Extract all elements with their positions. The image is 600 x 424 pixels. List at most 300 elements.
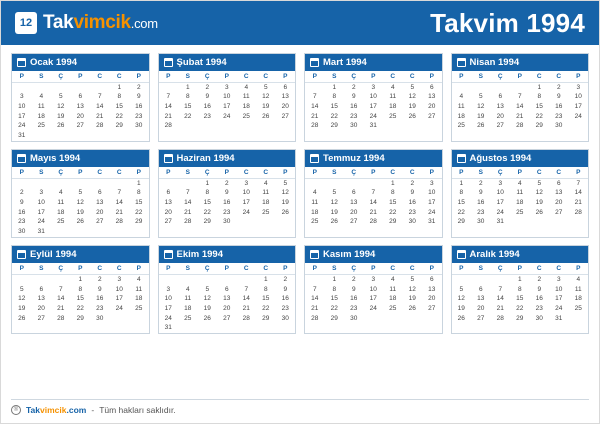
- weekend-day-cell[interactable]: 14: [569, 189, 589, 199]
- weekend-day-cell[interactable]: 19: [403, 102, 423, 112]
- weekend-day-cell[interactable]: 5: [256, 83, 276, 93]
- weekend-day-cell[interactable]: 11: [569, 285, 589, 295]
- day-cell[interactable]: 1: [325, 83, 345, 93]
- weekend-day-cell[interactable]: 8: [129, 189, 149, 199]
- weekend-day-cell[interactable]: 5: [403, 83, 423, 93]
- weekend-day-cell[interactable]: 26: [403, 304, 423, 314]
- weekend-day-cell[interactable]: 11: [256, 189, 276, 199]
- day-cell[interactable]: 14: [51, 295, 71, 305]
- day-cell[interactable]: 10: [364, 93, 384, 103]
- day-cell[interactable]: 18: [452, 112, 472, 122]
- day-cell[interactable]: 16: [344, 102, 364, 112]
- day-cell[interactable]: 21: [364, 208, 384, 218]
- weekend-day-cell[interactable]: 22: [256, 304, 276, 314]
- day-cell[interactable]: 8: [325, 285, 345, 295]
- day-cell[interactable]: 9: [198, 93, 218, 103]
- day-cell[interactable]: 14: [90, 102, 110, 112]
- weekend-day-cell[interactable]: 12: [256, 93, 276, 103]
- day-cell[interactable]: 12: [71, 199, 91, 209]
- weekend-day-cell[interactable]: 27: [549, 208, 569, 218]
- day-cell[interactable]: 13: [71, 102, 91, 112]
- day-cell[interactable]: 17: [32, 208, 52, 218]
- day-cell[interactable]: 20: [32, 304, 52, 314]
- day-cell[interactable]: 23: [344, 304, 364, 314]
- day-cell[interactable]: 17: [237, 199, 257, 209]
- day-cell[interactable]: 1: [198, 179, 218, 189]
- day-cell[interactable]: 24: [159, 314, 179, 324]
- weekend-day-cell[interactable]: 16: [129, 102, 149, 112]
- day-cell[interactable]: 1: [178, 83, 198, 93]
- day-cell[interactable]: 19: [12, 304, 32, 314]
- day-cell[interactable]: 3: [364, 275, 384, 285]
- day-cell[interactable]: 20: [159, 208, 179, 218]
- day-cell[interactable]: 4: [305, 189, 325, 199]
- day-cell[interactable]: 9: [12, 199, 32, 209]
- day-cell[interactable]: 28: [510, 122, 530, 132]
- day-cell[interactable]: 6: [471, 285, 491, 295]
- day-cell[interactable]: 7: [510, 93, 530, 103]
- day-cell[interactable]: 19: [198, 304, 218, 314]
- weekend-day-cell[interactable]: 28: [110, 218, 130, 228]
- day-cell[interactable]: 1: [383, 179, 403, 189]
- day-cell[interactable]: 22: [325, 112, 345, 122]
- day-cell[interactable]: 19: [530, 199, 550, 209]
- day-cell[interactable]: 8: [452, 189, 472, 199]
- weekend-day-cell[interactable]: 20: [549, 199, 569, 209]
- day-cell[interactable]: 25: [51, 218, 71, 228]
- day-cell[interactable]: 22: [178, 112, 198, 122]
- day-cell[interactable]: 29: [198, 218, 218, 228]
- day-cell[interactable]: 11: [178, 295, 198, 305]
- weekend-day-cell[interactable]: 29: [110, 122, 130, 132]
- holiday-day-cell[interactable]: 15: [383, 199, 403, 209]
- day-cell[interactable]: 17: [364, 295, 384, 305]
- day-cell[interactable]: 21: [51, 304, 71, 314]
- weekend-day-cell[interactable]: 28: [569, 208, 589, 218]
- weekend-day-cell[interactable]: 15: [256, 295, 276, 305]
- day-cell[interactable]: 21: [178, 208, 198, 218]
- weekend-day-cell[interactable]: 27: [422, 112, 442, 122]
- day-cell[interactable]: 7: [491, 285, 511, 295]
- day-cell[interactable]: 30: [344, 122, 364, 132]
- weekend-day-cell[interactable]: 18: [569, 295, 589, 305]
- weekend-day-cell[interactable]: 17: [569, 102, 589, 112]
- weekend-day-cell[interactable]: 6: [422, 83, 442, 93]
- day-cell[interactable]: 12: [51, 102, 71, 112]
- weekend-day-cell[interactable]: 4: [256, 179, 276, 189]
- day-cell[interactable]: 30: [344, 314, 364, 324]
- day-cell[interactable]: 29: [530, 122, 550, 132]
- day-cell[interactable]: 3: [237, 179, 257, 189]
- day-cell[interactable]: 15: [325, 295, 345, 305]
- day-cell[interactable]: 6: [71, 93, 91, 103]
- day-cell[interactable]: 28: [90, 122, 110, 132]
- day-cell[interactable]: 25: [383, 112, 403, 122]
- weekend-day-cell[interactable]: 11: [129, 285, 149, 295]
- day-cell[interactable]: 16: [344, 295, 364, 305]
- day-cell[interactable]: 28: [305, 122, 325, 132]
- weekend-day-cell[interactable]: 4: [129, 275, 149, 285]
- day-cell[interactable]: 2: [344, 275, 364, 285]
- day-cell[interactable]: 27: [159, 218, 179, 228]
- day-cell[interactable]: 24: [217, 112, 237, 122]
- day-cell[interactable]: 9: [344, 285, 364, 295]
- day-cell[interactable]: 14: [237, 295, 257, 305]
- day-cell[interactable]: 27: [217, 314, 237, 324]
- day-cell[interactable]: 27: [491, 122, 511, 132]
- day-cell[interactable]: 16: [12, 208, 32, 218]
- day-cell[interactable]: 25: [452, 122, 472, 132]
- day-cell[interactable]: 12: [325, 199, 345, 209]
- day-cell[interactable]: 28: [178, 218, 198, 228]
- day-cell[interactable]: 8: [71, 285, 91, 295]
- day-cell[interactable]: 11: [32, 102, 52, 112]
- weekend-day-cell[interactable]: 23: [129, 112, 149, 122]
- weekend-day-cell[interactable]: 22: [110, 112, 130, 122]
- day-cell[interactable]: 14: [510, 102, 530, 112]
- weekend-day-cell[interactable]: 21: [110, 208, 130, 218]
- day-cell[interactable]: 26: [12, 314, 32, 324]
- weekend-day-cell[interactable]: 25: [129, 304, 149, 314]
- weekend-day-cell[interactable]: 24: [569, 112, 589, 122]
- weekend-day-cell[interactable]: 18: [256, 199, 276, 209]
- weekend-day-cell[interactable]: 3: [549, 275, 569, 285]
- day-cell[interactable]: 9: [217, 189, 237, 199]
- day-cell[interactable]: 24: [491, 208, 511, 218]
- weekend-day-cell[interactable]: 17: [549, 295, 569, 305]
- day-cell[interactable]: 7: [305, 285, 325, 295]
- day-cell[interactable]: 24: [32, 218, 52, 228]
- day-cell[interactable]: 11: [452, 102, 472, 112]
- holiday-day-cell[interactable]: 29: [256, 314, 276, 324]
- weekend-day-cell[interactable]: 12: [276, 189, 296, 199]
- weekend-day-cell[interactable]: 13: [549, 189, 569, 199]
- day-cell[interactable]: 23: [217, 208, 237, 218]
- day-cell[interactable]: 4: [32, 93, 52, 103]
- day-cell[interactable]: 31: [159, 324, 179, 334]
- weekend-day-cell[interactable]: 26: [276, 208, 296, 218]
- day-cell[interactable]: 25: [178, 314, 198, 324]
- day-cell[interactable]: 9: [530, 285, 550, 295]
- day-cell[interactable]: 25: [510, 208, 530, 218]
- day-cell[interactable]: 31: [491, 218, 511, 228]
- day-cell[interactable]: 12: [471, 102, 491, 112]
- day-cell[interactable]: 22: [325, 304, 345, 314]
- day-cell[interactable]: 19: [471, 112, 491, 122]
- weekend-day-cell[interactable]: 30: [549, 122, 569, 132]
- day-cell[interactable]: 30: [217, 218, 237, 228]
- weekend-day-cell[interactable]: 2: [129, 83, 149, 93]
- weekend-day-cell[interactable]: 25: [256, 208, 276, 218]
- holiday-day-cell[interactable]: 1: [129, 179, 149, 189]
- day-cell[interactable]: 21: [305, 304, 325, 314]
- weekend-day-cell[interactable]: 9: [403, 189, 423, 199]
- day-cell[interactable]: 12: [198, 295, 218, 305]
- day-cell[interactable]: 17: [364, 102, 384, 112]
- day-cell[interactable]: 14: [305, 295, 325, 305]
- weekend-day-cell[interactable]: 16: [549, 102, 569, 112]
- weekend-day-cell[interactable]: 10: [549, 285, 569, 295]
- day-cell[interactable]: 16: [198, 102, 218, 112]
- weekend-day-cell[interactable]: 15: [110, 102, 130, 112]
- holiday-day-cell[interactable]: 28: [237, 314, 257, 324]
- day-cell[interactable]: 18: [237, 102, 257, 112]
- day-cell[interactable]: 3: [217, 83, 237, 93]
- day-cell[interactable]: 1: [530, 83, 550, 93]
- day-cell[interactable]: 10: [364, 285, 384, 295]
- day-cell[interactable]: 15: [325, 102, 345, 112]
- weekend-day-cell[interactable]: 12: [403, 93, 423, 103]
- weekend-day-cell[interactable]: 19: [256, 102, 276, 112]
- day-cell[interactable]: 15: [510, 295, 530, 305]
- day-cell[interactable]: 25: [383, 304, 403, 314]
- day-cell[interactable]: 19: [452, 304, 472, 314]
- day-cell[interactable]: 2: [530, 275, 550, 285]
- weekend-day-cell[interactable]: 2: [403, 179, 423, 189]
- day-cell[interactable]: 1: [452, 179, 472, 189]
- weekend-day-cell[interactable]: 31: [549, 314, 569, 324]
- weekend-day-cell[interactable]: 13: [422, 285, 442, 295]
- weekend-day-cell[interactable]: 7: [569, 179, 589, 189]
- weekend-day-cell[interactable]: 14: [110, 199, 130, 209]
- weekend-day-cell[interactable]: 25: [569, 304, 589, 314]
- day-cell[interactable]: 2: [90, 275, 110, 285]
- day-cell[interactable]: 26: [325, 218, 345, 228]
- day-cell[interactable]: 20: [71, 112, 91, 122]
- day-cell[interactable]: 4: [178, 285, 198, 295]
- day-cell[interactable]: 13: [471, 295, 491, 305]
- day-cell[interactable]: 5: [51, 93, 71, 103]
- day-cell[interactable]: 23: [198, 112, 218, 122]
- day-cell[interactable]: 30: [90, 314, 110, 324]
- weekend-day-cell[interactable]: 24: [422, 208, 442, 218]
- day-cell[interactable]: 16: [471, 199, 491, 209]
- day-cell[interactable]: 28: [159, 122, 179, 132]
- day-cell[interactable]: 29: [71, 314, 91, 324]
- day-cell[interactable]: 20: [90, 208, 110, 218]
- day-cell[interactable]: 29: [325, 122, 345, 132]
- day-cell[interactable]: 18: [32, 112, 52, 122]
- holiday-day-cell[interactable]: 19: [71, 208, 91, 218]
- day-cell[interactable]: 6: [90, 189, 110, 199]
- weekend-day-cell[interactable]: 24: [110, 304, 130, 314]
- day-cell[interactable]: 5: [471, 93, 491, 103]
- day-cell[interactable]: 5: [452, 285, 472, 295]
- weekend-day-cell[interactable]: 20: [422, 295, 442, 305]
- day-cell[interactable]: 12: [452, 295, 472, 305]
- day-cell[interactable]: 10: [237, 189, 257, 199]
- day-cell[interactable]: 4: [452, 93, 472, 103]
- day-cell[interactable]: 13: [90, 199, 110, 209]
- weekend-day-cell[interactable]: 31: [422, 218, 442, 228]
- day-cell[interactable]: 18: [178, 304, 198, 314]
- weekend-day-cell[interactable]: 13: [276, 93, 296, 103]
- weekend-day-cell[interactable]: 17: [422, 199, 442, 209]
- weekend-day-cell[interactable]: 8: [110, 93, 130, 103]
- day-cell[interactable]: 13: [159, 199, 179, 209]
- weekend-day-cell[interactable]: 16: [403, 199, 423, 209]
- weekend-day-cell[interactable]: 10: [110, 285, 130, 295]
- day-cell[interactable]: 6: [217, 285, 237, 295]
- day-cell[interactable]: 3: [491, 179, 511, 189]
- weekend-day-cell[interactable]: 2: [276, 275, 296, 285]
- weekend-day-cell[interactable]: 26: [256, 112, 276, 122]
- day-cell[interactable]: 20: [344, 208, 364, 218]
- day-cell[interactable]: 7: [51, 285, 71, 295]
- weekend-day-cell[interactable]: 16: [276, 295, 296, 305]
- day-cell[interactable]: 29: [452, 218, 472, 228]
- day-cell[interactable]: 11: [305, 199, 325, 209]
- weekend-day-cell[interactable]: 3: [422, 179, 442, 189]
- weekend-day-cell[interactable]: 9: [276, 285, 296, 295]
- day-cell[interactable]: 22: [530, 112, 550, 122]
- weekend-day-cell[interactable]: 29: [129, 218, 149, 228]
- weekend-day-cell[interactable]: 20: [422, 102, 442, 112]
- day-cell[interactable]: 20: [217, 304, 237, 314]
- day-cell[interactable]: 23: [530, 304, 550, 314]
- weekend-day-cell[interactable]: 30: [129, 122, 149, 132]
- day-cell[interactable]: 17: [491, 199, 511, 209]
- weekend-day-cell[interactable]: 20: [276, 102, 296, 112]
- day-cell[interactable]: 4: [383, 275, 403, 285]
- weekend-day-cell[interactable]: 18: [129, 295, 149, 305]
- day-cell[interactable]: 3: [159, 285, 179, 295]
- day-cell[interactable]: 17: [217, 102, 237, 112]
- day-cell[interactable]: 14: [178, 199, 198, 209]
- weekend-day-cell[interactable]: 6: [549, 179, 569, 189]
- day-cell[interactable]: 19: [51, 112, 71, 122]
- day-cell[interactable]: 14: [491, 295, 511, 305]
- day-cell[interactable]: 27: [344, 218, 364, 228]
- weekend-day-cell[interactable]: 10: [422, 189, 442, 199]
- day-cell[interactable]: 14: [305, 102, 325, 112]
- day-cell[interactable]: 2: [344, 83, 364, 93]
- holiday-day-cell[interactable]: 23: [549, 112, 569, 122]
- day-cell[interactable]: 10: [32, 199, 52, 209]
- day-cell[interactable]: 10: [12, 102, 32, 112]
- day-cell[interactable]: 28: [364, 218, 384, 228]
- day-cell[interactable]: 22: [198, 208, 218, 218]
- day-cell[interactable]: 26: [452, 314, 472, 324]
- day-cell[interactable]: 26: [471, 122, 491, 132]
- day-cell[interactable]: 2: [12, 189, 32, 199]
- day-cell[interactable]: 11: [510, 189, 530, 199]
- day-cell[interactable]: 3: [364, 83, 384, 93]
- day-cell[interactable]: 13: [32, 295, 52, 305]
- day-cell[interactable]: 8: [325, 93, 345, 103]
- day-cell[interactable]: 21: [159, 112, 179, 122]
- day-cell[interactable]: 12: [530, 189, 550, 199]
- weekend-day-cell[interactable]: 30: [403, 218, 423, 228]
- day-cell[interactable]: 2: [217, 179, 237, 189]
- day-cell[interactable]: 23: [344, 112, 364, 122]
- weekend-day-cell[interactable]: 30: [276, 314, 296, 324]
- day-cell[interactable]: 25: [305, 218, 325, 228]
- day-cell[interactable]: 3: [32, 189, 52, 199]
- day-cell[interactable]: 11: [383, 93, 403, 103]
- weekend-day-cell[interactable]: 10: [569, 93, 589, 103]
- day-cell[interactable]: 26: [530, 208, 550, 218]
- day-cell[interactable]: 7: [178, 189, 198, 199]
- day-cell[interactable]: 19: [325, 208, 345, 218]
- day-cell[interactable]: 21: [305, 112, 325, 122]
- day-cell[interactable]: 8: [383, 189, 403, 199]
- day-cell[interactable]: 22: [383, 208, 403, 218]
- day-cell[interactable]: 4: [237, 83, 257, 93]
- day-cell[interactable]: 16: [90, 295, 110, 305]
- day-cell[interactable]: 31: [364, 122, 384, 132]
- day-cell[interactable]: 29: [510, 314, 530, 324]
- day-cell[interactable]: 5: [325, 189, 345, 199]
- day-cell[interactable]: 21: [237, 304, 257, 314]
- day-cell[interactable]: 12: [12, 295, 32, 305]
- weekend-day-cell[interactable]: 21: [569, 199, 589, 209]
- holiday-day-cell[interactable]: 30: [471, 218, 491, 228]
- day-cell[interactable]: 15: [452, 199, 472, 209]
- day-cell[interactable]: 23: [471, 208, 491, 218]
- day-cell[interactable]: 11: [51, 199, 71, 209]
- weekend-day-cell[interactable]: 19: [403, 295, 423, 305]
- weekend-day-cell[interactable]: 9: [129, 93, 149, 103]
- day-cell[interactable]: 25: [237, 112, 257, 122]
- day-cell[interactable]: 26: [51, 122, 71, 132]
- day-cell[interactable]: 30: [530, 314, 550, 324]
- day-cell[interactable]: 28: [305, 314, 325, 324]
- day-cell[interactable]: 2: [198, 83, 218, 93]
- day-cell[interactable]: 14: [159, 102, 179, 112]
- day-cell[interactable]: 14: [364, 199, 384, 209]
- weekend-day-cell[interactable]: 13: [422, 93, 442, 103]
- day-cell[interactable]: 31: [12, 131, 32, 141]
- day-cell[interactable]: 23: [12, 218, 32, 228]
- day-cell[interactable]: 24: [364, 112, 384, 122]
- weekend-day-cell[interactable]: 15: [129, 199, 149, 209]
- day-cell[interactable]: 7: [90, 93, 110, 103]
- day-cell[interactable]: 18: [383, 295, 403, 305]
- day-cell[interactable]: 9: [471, 189, 491, 199]
- day-cell[interactable]: 23: [90, 304, 110, 314]
- day-cell[interactable]: 5: [12, 285, 32, 295]
- day-cell[interactable]: 6: [491, 93, 511, 103]
- weekend-day-cell[interactable]: 6: [422, 275, 442, 285]
- weekend-day-cell[interactable]: 22: [129, 208, 149, 218]
- day-cell[interactable]: 2: [471, 179, 491, 189]
- day-cell[interactable]: 22: [71, 304, 91, 314]
- day-cell[interactable]: 30: [12, 228, 32, 238]
- day-cell[interactable]: 4: [51, 189, 71, 199]
- day-cell[interactable]: 11: [237, 93, 257, 103]
- day-cell[interactable]: 1: [71, 275, 91, 285]
- weekend-day-cell[interactable]: 17: [110, 295, 130, 305]
- day-cell[interactable]: 6: [344, 189, 364, 199]
- day-cell[interactable]: 10: [491, 189, 511, 199]
- day-cell[interactable]: 28: [51, 314, 71, 324]
- weekend-day-cell[interactable]: 7: [110, 189, 130, 199]
- day-cell[interactable]: 17: [159, 304, 179, 314]
- day-cell[interactable]: 26: [71, 218, 91, 228]
- day-cell[interactable]: 15: [530, 102, 550, 112]
- day-cell[interactable]: 4: [510, 179, 530, 189]
- day-cell[interactable]: 7: [364, 189, 384, 199]
- weekend-day-cell[interactable]: 24: [549, 304, 569, 314]
- day-cell[interactable]: 22: [510, 304, 530, 314]
- day-cell[interactable]: 27: [71, 122, 91, 132]
- day-cell[interactable]: 8: [178, 93, 198, 103]
- day-cell[interactable]: 1: [325, 275, 345, 285]
- day-cell[interactable]: 27: [32, 314, 52, 324]
- weekend-day-cell[interactable]: 4: [569, 275, 589, 285]
- weekend-day-cell[interactable]: 5: [276, 179, 296, 189]
